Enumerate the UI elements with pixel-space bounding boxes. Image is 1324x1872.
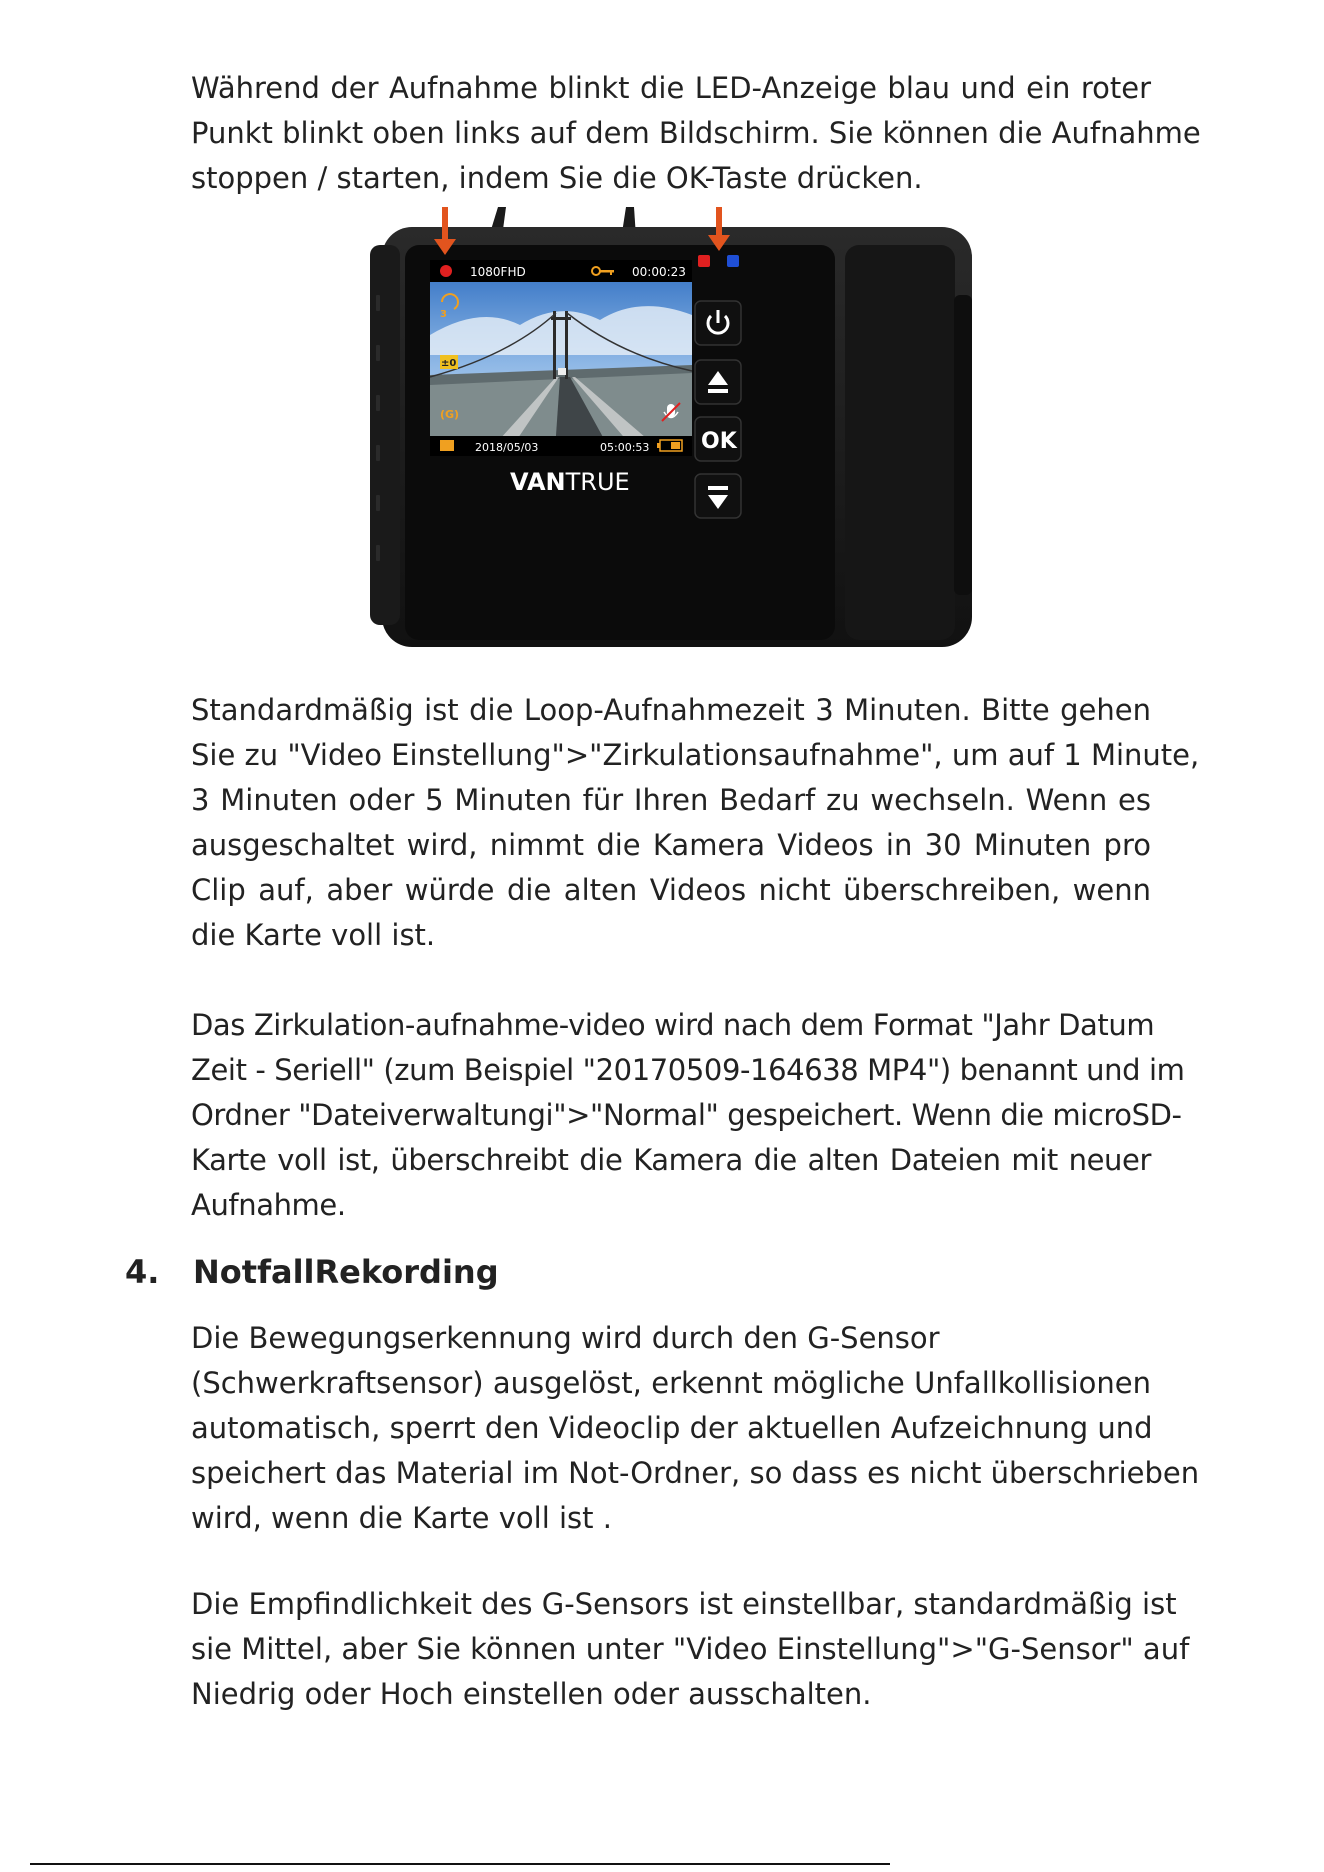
text-line: Aufnahme. <box>191 1188 346 1222</box>
text-line: wird, wenn die Karte voll ist . <box>191 1501 612 1535</box>
power-button[interactable] <box>695 301 741 345</box>
text-line: Clip auf, aber würde die alten Videos nicht überschreiben, wenn <box>191 873 1151 907</box>
recording-timer: 00:00:23 <box>632 265 686 279</box>
text-line: Das Zirkulation-aufnahme-video wird nach dem Format "Jahr Datum <box>191 1008 1155 1042</box>
sd-card-icon <box>440 440 454 451</box>
loop-recording-paragraph <box>191 688 1200 958</box>
text-line: die Karte voll ist. <box>191 918 436 952</box>
text-line: Standardmäßig ist die Loop-Aufnahmezeit 3 Minuten. Bitte gehen <box>191 693 1151 727</box>
brand-logo: VANTRUE <box>510 468 630 496</box>
text-line: Ordner "Dateiverwaltungi">"Normal" gespeichert. Wenn die microSD- <box>191 1098 1182 1132</box>
recording-dot-icon <box>440 265 452 277</box>
text-line: (Schwerkraftsensor) ausgelöst, erkennt mögliche Unfallkollisionen <box>191 1366 1151 1400</box>
text-line: ausgeschaltet wird, nimmt die Kamera Videos in 30 Minuten pro <box>191 828 1151 862</box>
svg-text:±0: ±0 <box>441 358 457 369</box>
text-line: Die Empfindlichkeit des G-Sensors ist einstellbar, standardmäßig ist <box>191 1587 1177 1621</box>
svg-text:3: 3 <box>440 309 447 320</box>
red-led-indicator <box>698 255 710 267</box>
section-number: 4. <box>125 1253 160 1291</box>
dashcam-illustration <box>360 205 980 650</box>
resolution-label: 1080FHD <box>470 265 526 279</box>
screen-time: 05:00:53 <box>600 441 650 454</box>
screen-date: 2018/05/03 <box>475 441 539 454</box>
text-line: Punkt blinkt oben links auf dem Bildschirm. Sie können die Aufnahme <box>191 116 1201 150</box>
section-heading <box>125 1250 499 1294</box>
ok-button[interactable] <box>695 417 741 461</box>
gsensor-icon: (G) <box>440 408 460 421</box>
text-line: Karte voll ist, überschreibt die Kamera die alten Dateien mit neuer <box>191 1143 1151 1177</box>
section-title: NotfallRekording <box>193 1253 499 1291</box>
text-line: Zeit - Seriell" (zum Beispiel "20170509-164638 MP4") benannt und im <box>191 1053 1185 1087</box>
text-line: automatisch, sperrt den Videoclip der aktuellen Aufzeichnung und <box>191 1411 1153 1445</box>
file-format-paragraph <box>191 1003 1185 1228</box>
gsensor-sensitivity-paragraph <box>191 1582 1190 1717</box>
exposure-icon <box>440 355 458 369</box>
down-button[interactable] <box>695 474 741 518</box>
svg-text:OK: OK <box>701 429 737 454</box>
up-button[interactable] <box>695 360 741 404</box>
text-line: speichert das Material im Not-Ordner, so dass es nicht überschrieben <box>191 1456 1200 1490</box>
intro-paragraph <box>191 66 1201 201</box>
emergency-recording-paragraph <box>191 1316 1200 1541</box>
text-line: sie Mittel, aber Sie können unter "Video Einstellung">"G-Sensor" auf <box>191 1632 1190 1666</box>
text-line: Sie zu "Video Einstellung">"Zirkulationsaufnahme", um auf 1 Minute, <box>191 738 1200 772</box>
footer-divider <box>30 1863 890 1865</box>
blue-led-indicator <box>727 255 739 267</box>
text-line: stoppen / starten, indem Sie die OK-Taste drücken. <box>191 161 923 195</box>
text-line: Niedrig oder Hoch einstellen oder ausschalten. <box>191 1677 872 1711</box>
text-line: Die Bewegungserkennung wird durch den G-Sensor <box>191 1321 940 1355</box>
text-line: Während der Aufnahme blinkt die LED-Anzeige blau und ein roter <box>191 71 1151 105</box>
text-line: 3 Minuten oder 5 Minuten für Ihren Bedarf zu wechseln. Wenn es <box>191 783 1151 817</box>
